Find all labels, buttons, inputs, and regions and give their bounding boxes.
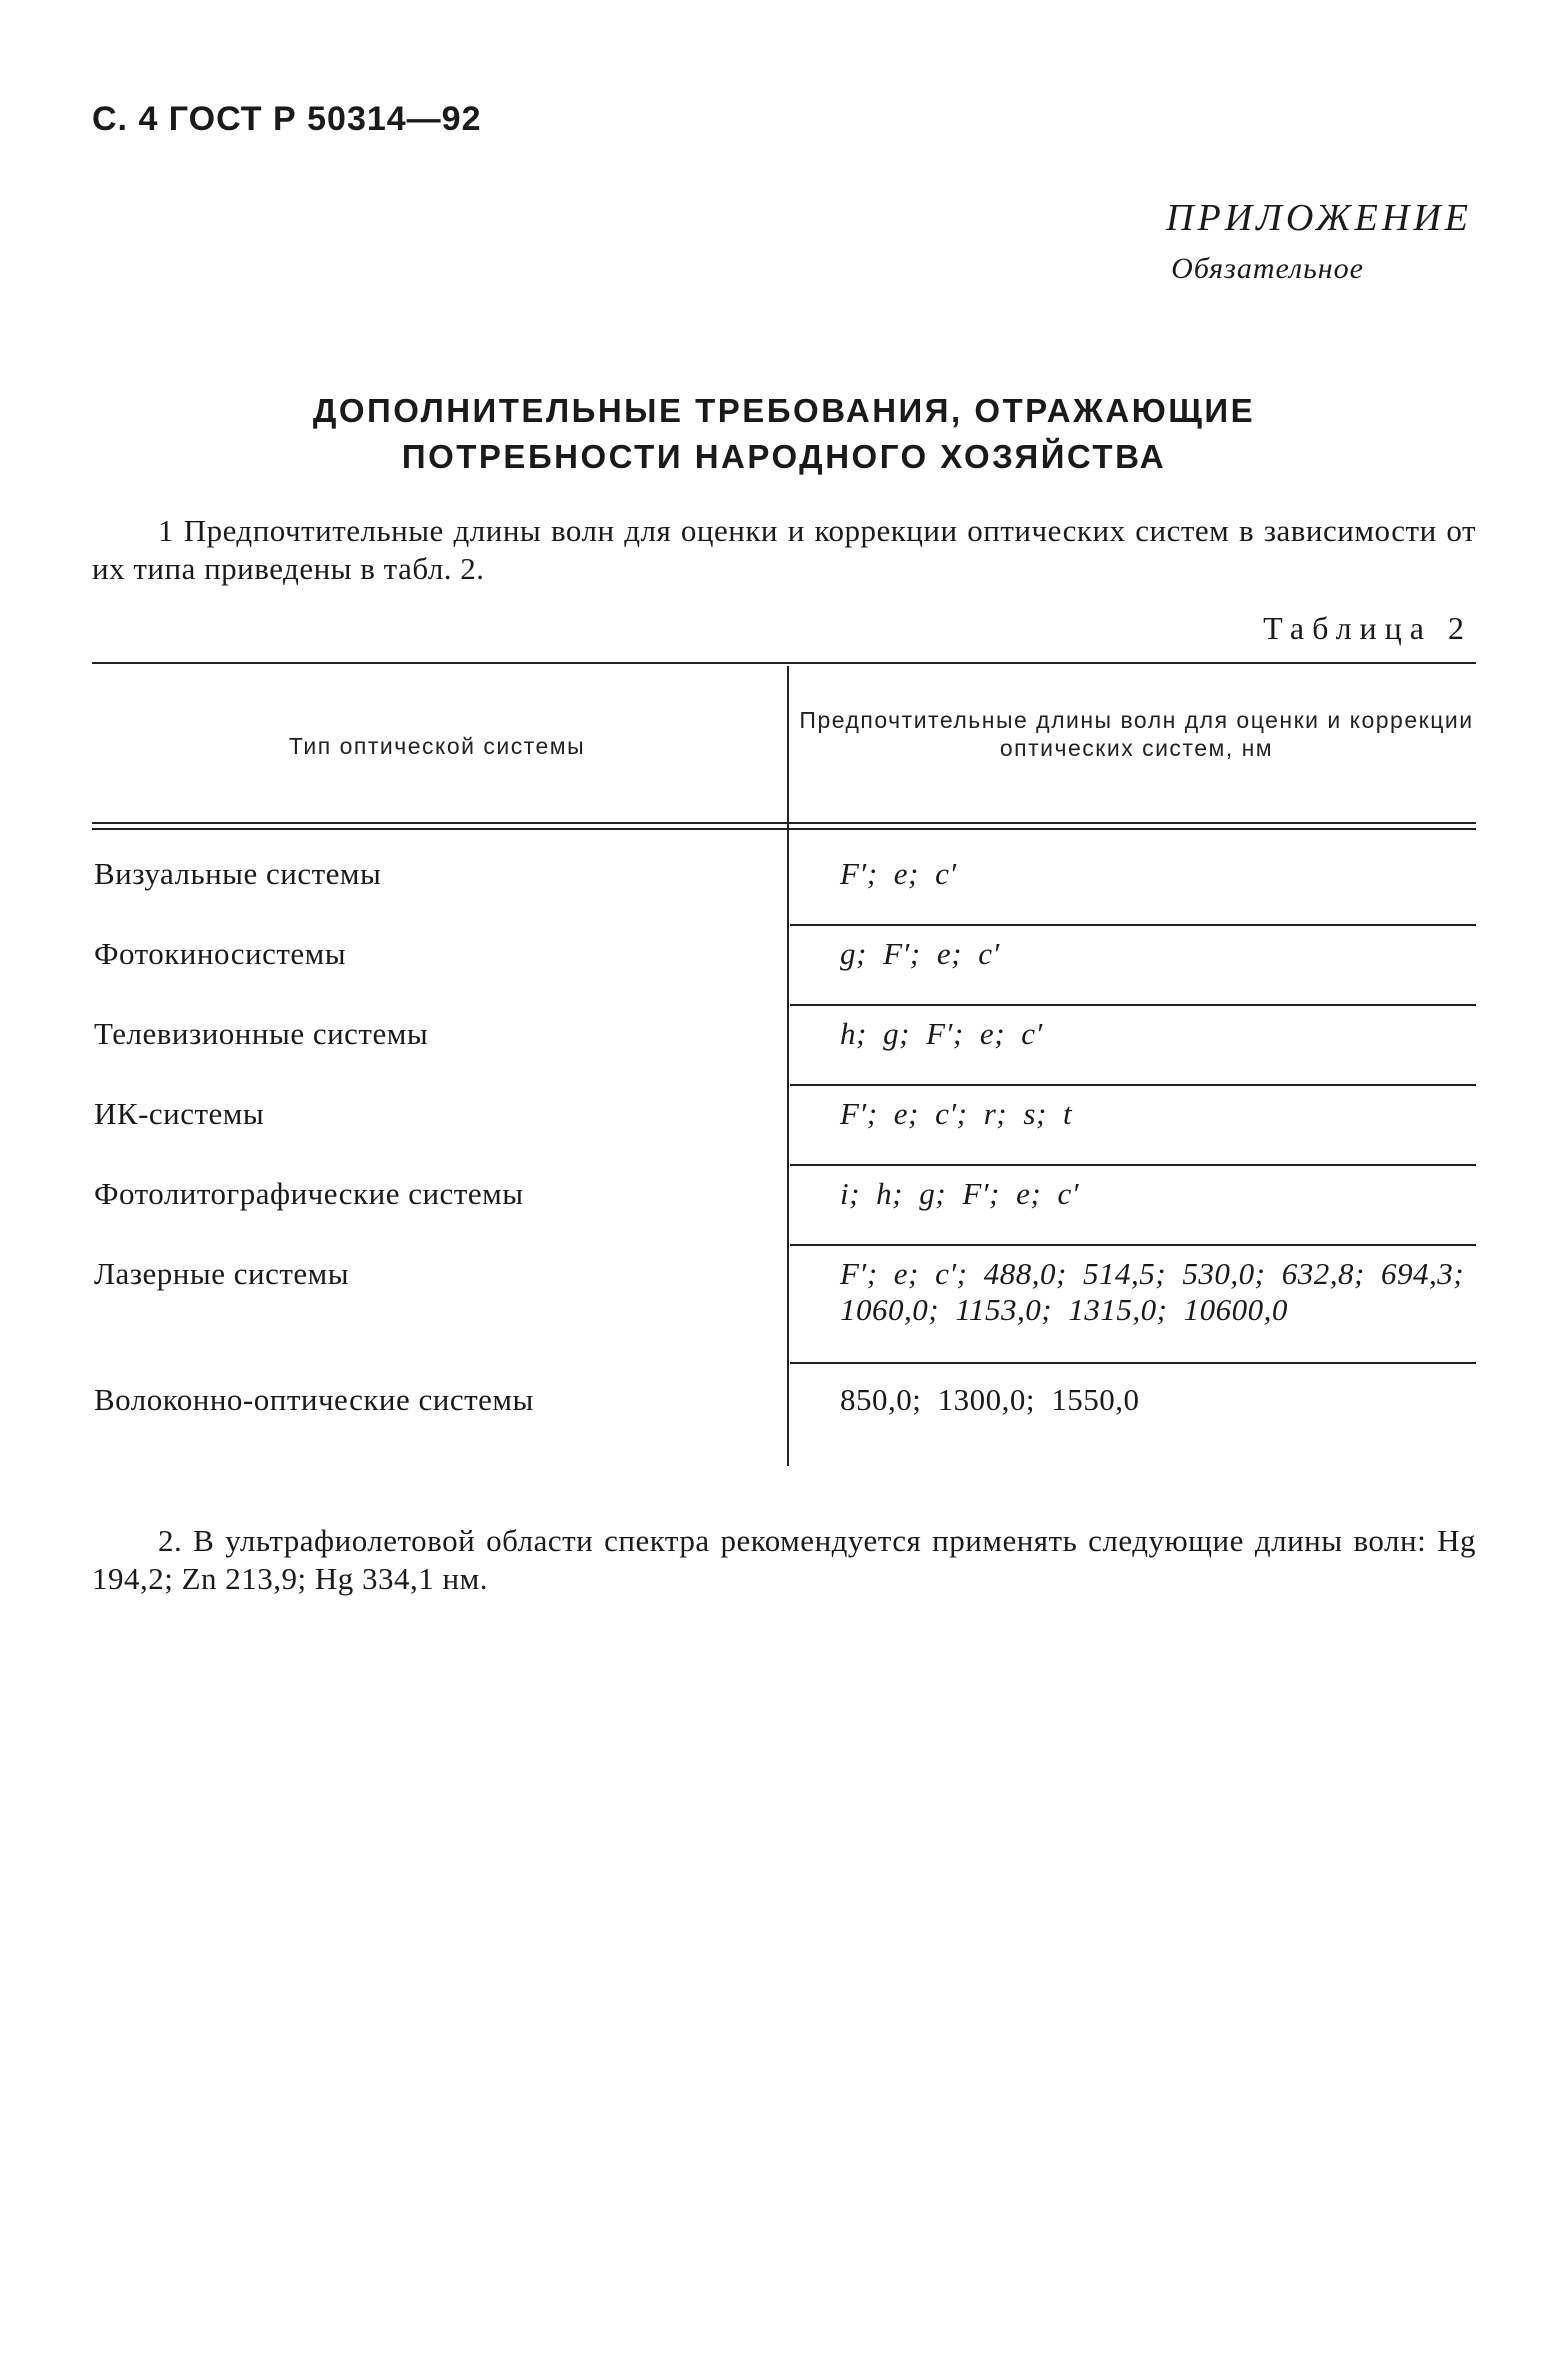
header-wavelengths: Предпочтительные длины волн для оценки и коррекции оптических систем, нм (799, 707, 1474, 761)
row-system-type: Лазерные системы (94, 1256, 350, 1291)
row-rule (790, 1164, 1476, 1166)
table-top-rule (92, 662, 1476, 664)
row-wavelengths: F′; e; c′ (840, 856, 957, 891)
paragraph-1: 1 Предпочтительные длины волн для оценки и коррекции оптических систем в зависимости от их типа приведены в табл. 2. (92, 513, 1476, 586)
row-system-type: ИК-системы (94, 1096, 265, 1131)
paragraph-2: 2. В ультрафиолетовой области спектра рекомендуется применять следующие длины волн: Hg 194,2; Zn 213,9; Hg 334,1 нм. (92, 1523, 1476, 1596)
header-system-type: Тип оптической системы (288, 733, 586, 759)
table-column-divider (787, 666, 789, 1466)
row-rule (790, 1244, 1476, 1246)
row-system-type: Телевизионные системы (94, 1016, 429, 1051)
row-wavelengths: F′; e; c′; 488,0; 514,5; 530,0; 632,8; 694,3; 1060,0; 1153,0; 1315,0; 10600,0 (840, 1256, 1465, 1327)
running-head: С. 4 ГОСТ Р 50314—92 (92, 100, 482, 138)
row-wavelengths: g; F′; e; c′ (840, 936, 1000, 971)
row-wavelengths: h; g; F′; e; c′ (840, 1016, 1043, 1051)
table-label: Таблица 2 (1263, 610, 1472, 646)
document-title (0, 388, 1568, 480)
row-rule (790, 1004, 1476, 1006)
row-rule (790, 1084, 1476, 1086)
appendix-title: ПРИЛОЖЕНИЕ (1166, 197, 1472, 239)
row-wavelengths: 850,0; 1300,0; 1550,0 (840, 1382, 1140, 1417)
appendix-status: Обязательное (1171, 252, 1364, 285)
row-system-type: Волоконно-оптические системы (94, 1382, 534, 1417)
row-system-type: Фотолитографические системы (94, 1176, 524, 1211)
row-wavelengths: i; h; g; F′; e; c′ (840, 1176, 1079, 1211)
header-rule-1 (92, 822, 1476, 824)
appendix-block (1166, 196, 1472, 286)
row-wavelengths: F′; e; c′; r; s; t (840, 1096, 1073, 1131)
row-system-type: Фотокиносистемы (94, 936, 347, 971)
header-rule-2 (92, 828, 1476, 830)
row-system-type: Визуальные системы (94, 856, 382, 891)
document-title-line-1: ДОПОЛНИТЕЛЬНЫЕ ТРЕБОВАНИЯ, ОТРАЖАЮЩИЕ (312, 392, 1256, 429)
row-rule (790, 1362, 1476, 1364)
wavelength-table (92, 662, 1476, 1468)
document-title-line-2: ПОТРЕБНОСТИ НАРОДНОГО ХОЗЯЙСТВА (401, 438, 1167, 475)
row-rule (790, 924, 1476, 926)
